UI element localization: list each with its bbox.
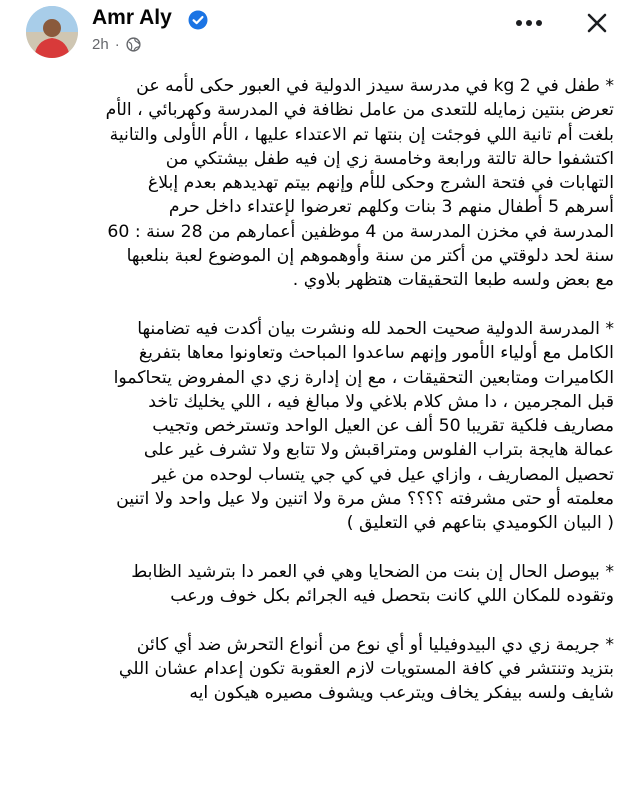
post-text-line: سنة لحد دلوقتي من أكتر من سنة وأوهموهم إن الموضوع لعبة بنلعبها: [126, 246, 614, 267]
post-meta: [92, 36, 141, 53]
post-text-line: * طفل في 2 kg في مدرسة سيدز الدولية في العبور حكى لأمه عن: [136, 76, 614, 96]
paragraph-gap: [14, 293, 614, 317]
meta-separator: ·: [114, 36, 120, 53]
post-text-line: * جريمة زي دي البيدوفيليا أو أي نوع من أنواع التحرش ضد أي كائن: [136, 634, 614, 655]
post-text-line: ( البيان الكوميدي بتاعهم في التعليق ): [346, 513, 614, 534]
post-text-line: * المدرسة الدولية صحيت الحمد لله ونشرت بيان أكدت فيه تضامنها: [137, 318, 614, 339]
post-text-line: اكتشفوا حالة تالتة ورابعة وخامسة زي إن فيه طفل بيشتكي من: [165, 148, 614, 169]
post-text-line: بتزيد وتنتشر في كافة المستويات لازم العقوبة تكون إعدام عشان اللي: [118, 659, 614, 680]
post-text-line: مصاريف فلكية تقريبا 50 ألف عن العيل الواحد وتسترخص وتجيب: [152, 416, 614, 437]
post-text-line: أسرهم 5 أطفال منهم 3 بنات وكلهم تعرضوا لإعتداء داخل حرم: [168, 197, 614, 218]
post-text-line: تعرض بنتين زمايله للتعدى من عامل نظافة في المدرسة وكهربائي ، الأم: [105, 100, 614, 121]
post-text-line: تحصيل المصاريف ، وازاي عيل في كي جي يتساب لوحده من غير: [152, 464, 614, 485]
post-text-line: بلغت أم تانية اللي فوجئت إن بنتها تم الاعتداء عليها ، الأم الأولى والتانية: [109, 124, 614, 145]
author-name[interactable]: Amr Aly: [92, 6, 172, 29]
post-text-line: الكاميرات ومتابعين التحقيقات ، مع إن إدارة زي دي المفروض يتحاكموا: [113, 367, 614, 388]
post-paragraph: [14, 317, 614, 536]
post-text-line: معلمته أو حتى مشرفته ؟؟؟؟ مش مرة ولا اتنين ولا عيل واحد ولا اتنين: [116, 489, 614, 510]
post-header: [0, 0, 628, 64]
close-icon[interactable]: [580, 6, 614, 40]
paragraph-gap: [14, 536, 614, 560]
post-text-line: التهابات في فتحة الشرج وحكى للأم وإنهم بيتم تهديدهم بعدم إبلاغ: [147, 173, 614, 194]
post-text-line: * بيوصل الحال إن بنت من الضحايا وهي في العمر دا بترشيد الظابط: [131, 561, 614, 582]
more-options-icon[interactable]: [512, 16, 546, 30]
post-text-line: وتقوده للمكان اللي كانت بتحصل فيه الجرائم بكل خوف ورعب: [170, 586, 614, 607]
post-text-line: مع بعض ولسه طبعا التحقيقات هتظهر بلاوي .: [292, 270, 614, 291]
post-text-line: الكامل مع أولياء الأمور وإنهم ساعدوا المباحث وتعاونوا معاها بتفريغ: [138, 343, 614, 364]
author-avatar[interactable]: [26, 6, 78, 58]
post-text-line: عمالة هايجة بتراب الفلوس ومتراقبش ولا تتابع ولا تشرف غير على: [143, 440, 614, 461]
verified-badge-icon: [188, 10, 208, 30]
post-text-line: شايف ولسه بيفكر يخاف ويترعب ويشوف مصيره هيكون ايه: [189, 683, 614, 704]
avatar-photo: [26, 6, 78, 58]
post-body: [14, 74, 614, 706]
post-paragraph: [14, 74, 614, 293]
post-paragraph: [14, 633, 614, 706]
paragraph-gap: [14, 609, 614, 633]
post-paragraph: [14, 560, 614, 609]
globe-icon[interactable]: [126, 37, 141, 52]
post-text-line: قبل المجرمين ، دا مش كلام بلاغي ولا مبالغ فيه ، اللي يخليك تاخد: [148, 391, 614, 412]
post-timestamp[interactable]: 2h: [92, 36, 109, 53]
post-text-line: المدرسة في مخزن المدرسة من 4 موظفين أعمارهم من 28 سنة : 60: [107, 221, 614, 242]
